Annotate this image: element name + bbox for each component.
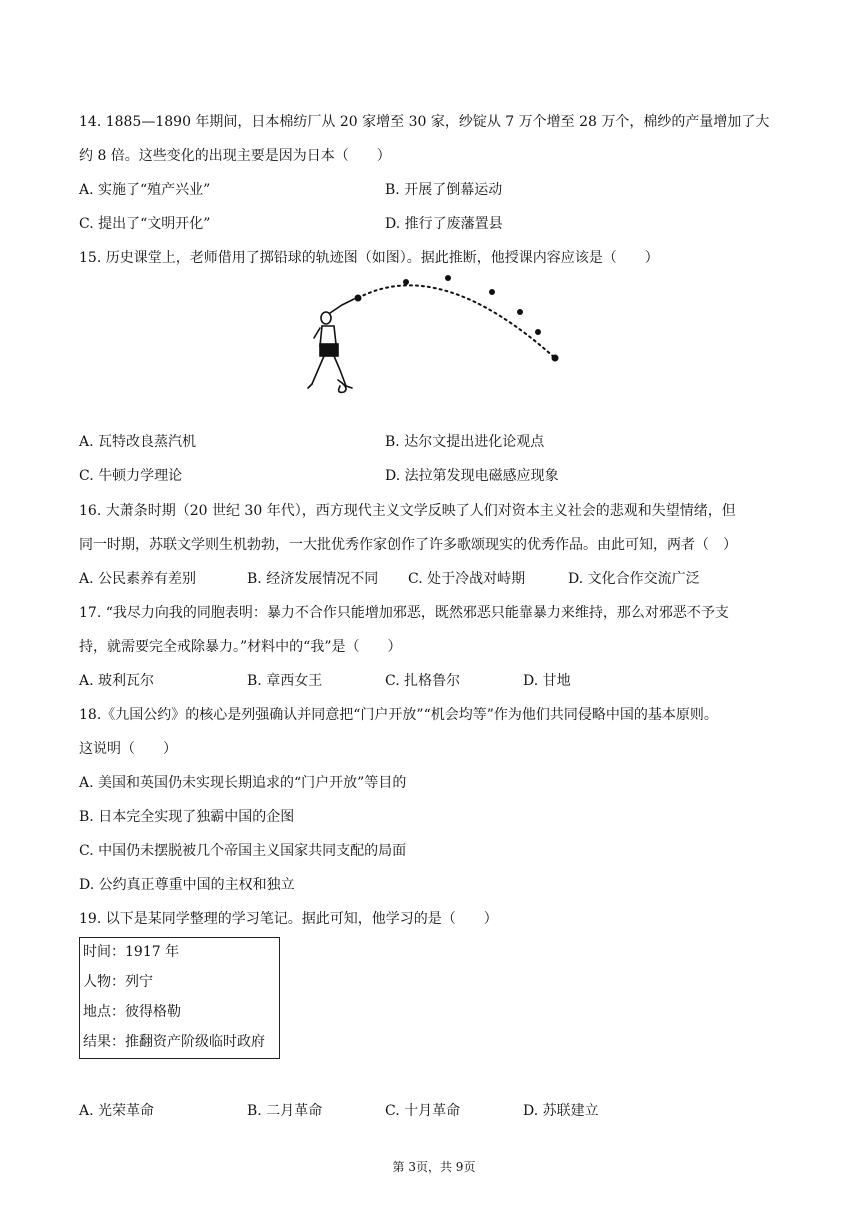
q19-stem: 19. 以下是某同学整理的学习笔记。据此可知，他学习的是（ ） — [79, 911, 498, 927]
study-notes-box — [79, 937, 280, 1059]
q17-stem-line2: 持，就需要完全戒除暴力。”材料中的“我”是（ ） — [79, 639, 402, 655]
q15-option-c: C. 牛顿力学理论 — [79, 468, 183, 484]
q14-option-a: A. 实施了“殖产兴业” — [79, 182, 211, 198]
q17-stem-line1: 17. “我尽力向我的同胞表明：暴力不合作只能增加邪恶，既然邪恶只能靠暴力来维持，那么对邪恶不予支 — [79, 605, 729, 621]
q18-option-c: C. 中国仍未摆脱被几个帝国主义国家共同支配的局面 — [79, 843, 407, 859]
q17-option-a: A. 玻利瓦尔 — [79, 673, 155, 689]
q16-stem-line1: 16. 大萧条时期（20 世纪 30 年代），西方现代主义文学反映了人们对资本主义社会的悲观和失望情绪，但 — [79, 503, 736, 519]
q17-option-b: B. 章西女王 — [247, 673, 323, 689]
q17-option-c: C. 扎格鲁尔 — [385, 673, 461, 689]
q18-stem-line1: 18.《九国公约》的核心是列强确认并同意把“门户开放”“机会均等”作为他们共同侵略中国的基本原则。 — [79, 707, 718, 723]
q19-option-b: B. 二月革命 — [247, 1103, 323, 1119]
q18-option-d: D. 公约真正尊重中国的主权和独立 — [79, 877, 295, 893]
q16-option-d: D. 文化合作交流广泛 — [568, 571, 700, 587]
q14-stem-line1: 14. 1885—1890 年期间，日本棉纺厂从 20 家增至 30 家，纱锭从 7 万个增至 28 万个，棉纱的产量增加了大 — [79, 114, 770, 130]
q15-option-b: B. 达尔文提出进化论观点 — [385, 434, 545, 450]
q16-option-c: C. 处于冷战对峙期 — [408, 571, 526, 587]
q16-stem-line2: 同一时期，苏联文学则生机勃勃，一大批优秀作家创作了许多歌颂现实的优秀作品。由此可知，两者（ ） — [79, 537, 737, 553]
q19-option-c: C. 十月革命 — [385, 1103, 461, 1119]
q16-option-b: B. 经济发展情况不同 — [247, 571, 379, 587]
q14-option-c: C. 提出了“文明开化” — [79, 216, 211, 232]
q18-option-a: A. 美国和英国仍未实现长期追求的“门户开放”等目的 — [79, 775, 407, 791]
q18-option-b: B. 日本完全实现了独霸中国的企图 — [79, 809, 295, 825]
q19-option-d: D. 苏联建立 — [523, 1103, 599, 1119]
notes-person: 人物：列宁 — [83, 974, 153, 990]
q15-stem: 15. 历史课堂上，老师借用了掷铅球的轨迹图（如图）。据此推断，他授课内容应该是（ ） — [79, 250, 659, 266]
notes-place: 地点：彼得格勒 — [83, 1004, 181, 1020]
q17-option-d: D. 甘地 — [523, 673, 571, 689]
q14-option-d: D. 推行了废藩置县 — [385, 216, 503, 232]
page-footer: 第 3页，共 9页 — [392, 1160, 476, 1174]
q14-option-b: B. 开展了倒幕运动 — [385, 182, 503, 198]
q19-option-a: A. 光荣革命 — [79, 1103, 155, 1119]
q15-option-a: A. 瓦特改良蒸汽机 — [79, 434, 197, 450]
shot-put-trajectory-figure — [300, 270, 570, 400]
q15-option-d: D. 法拉第发现电磁感应现象 — [385, 468, 559, 484]
q14-stem-line2: 约 8 倍。这些变化的出现主要是因为日本（ ） — [79, 148, 391, 164]
notes-result: 结果：推翻资产阶级临时政府 — [83, 1034, 265, 1050]
notes-time: 时间：1917 年 — [83, 944, 180, 960]
q16-option-a: A. 公民素养有差别 — [79, 571, 197, 587]
q18-stem-line2: 这说明（ ） — [79, 741, 177, 757]
